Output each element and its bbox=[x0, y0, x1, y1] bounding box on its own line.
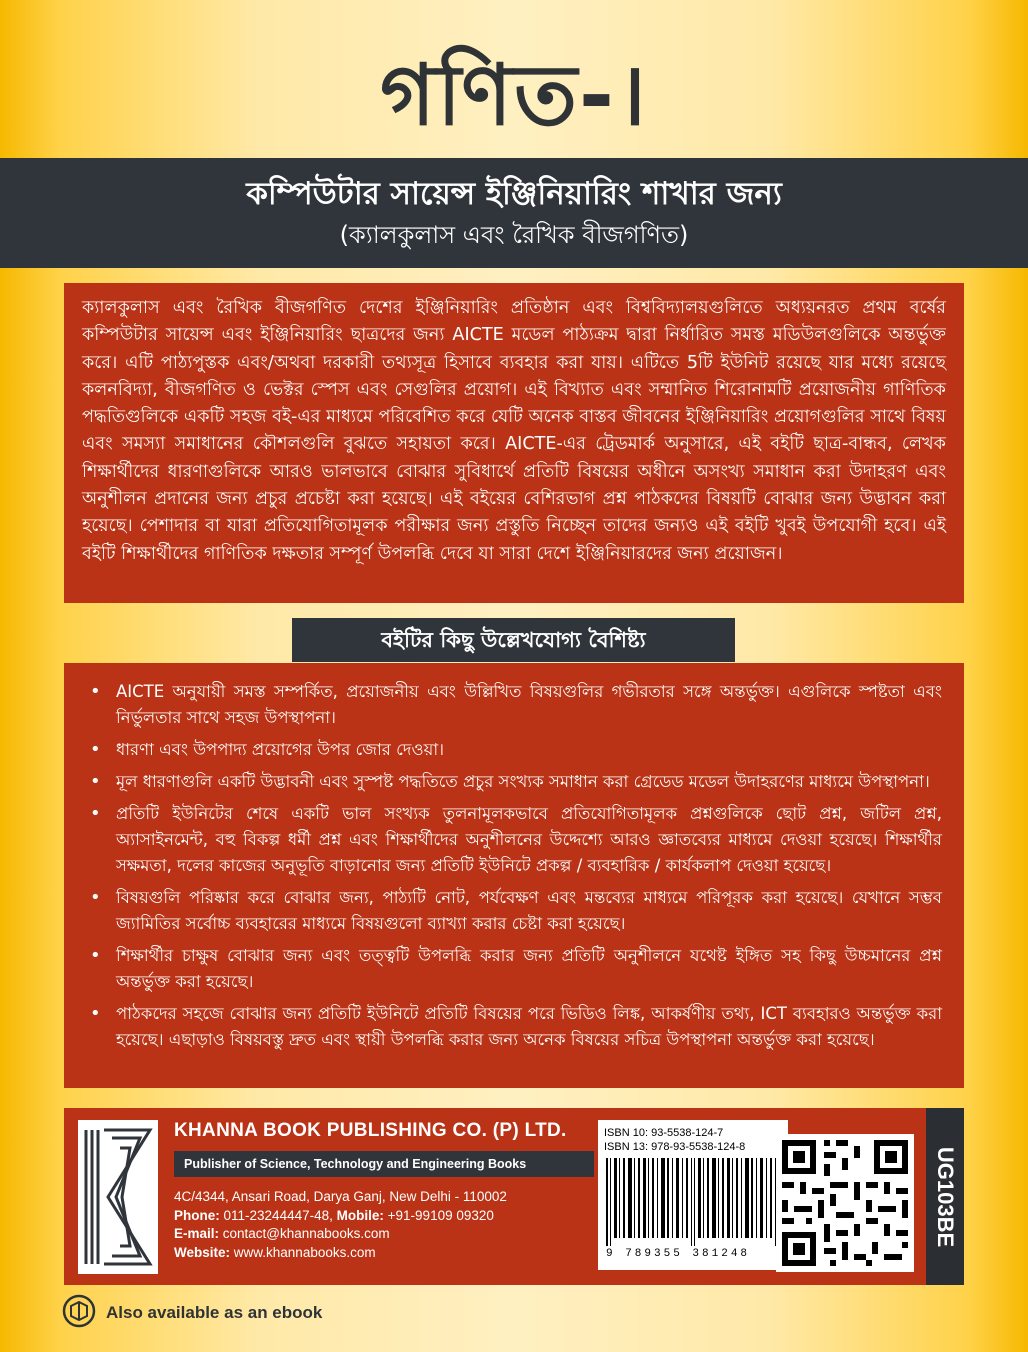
publisher-tagline: Publisher of Science, Technology and Engineering Books bbox=[174, 1151, 594, 1177]
subtitle-band bbox=[0, 158, 1028, 268]
features-heading: বইটির কিছু উল্লেখযোগ্য বৈশিষ্ট্য bbox=[292, 618, 735, 662]
bullet-icon: • bbox=[90, 887, 101, 908]
feature-text: শিক্ষার্থীর চাক্ষুষ বোঝার জন্য এবং তত্ত্বটি উপলব্ধি করার জন্য প্রতিটি অনুশীলনে যথেষ্ট ইঙ্গিত সহ কিছু উচ্চমানের প্রশ্ন অন্তর্ভুক্ত করা হয়েছে। bbox=[116, 946, 942, 991]
phone-number: 011-23244447-48, bbox=[223, 1207, 333, 1223]
ebook-text: Also available as an ebook bbox=[106, 1303, 323, 1322]
feature-text: বিষয়গুলি পরিষ্কার করে বোঝার জন্য, পাঠ্যটি নোট, পর্যবেক্ষণ এবং মন্তব্যের মাধ্যমে পরিপূরক করা হয়েছে। যেখানে সম্ভব জ্যামিতির সর্বোচ্চ ব্যবহারের মাধ্যমে বিষয়গুলো ব্যাখ্যা করার চেষ্টা করা হয়েছে। bbox=[116, 888, 942, 933]
book-code: UG103BE bbox=[933, 1146, 958, 1247]
website-url: www.khannabooks.com bbox=[233, 1244, 376, 1260]
bullet-icon: • bbox=[90, 771, 101, 792]
feature-item bbox=[82, 885, 942, 937]
publisher-panel bbox=[64, 1108, 964, 1285]
subtitle-line2: (ক্যালকুলাস এবং রৈখিক বীজগণিত) bbox=[339, 221, 689, 249]
mobile-label: Mobile: bbox=[336, 1207, 384, 1223]
qr-code-icon bbox=[776, 1134, 914, 1272]
feature-text: পাঠকদের সহজে বোঝার জন্য প্রতিটি ইউনিটে প্রতিটি বিষয়ের পরে ভিডিও লিঙ্ক, আকর্ষণীয় তথ্য, ICT ব্যবহারও অন্তর্ভুক্ত করা হয়েছে। এছাড়াও বিষয়বস্তু দ্রুত এবং স্থায়ী উপলব্ধি করার জন্য অনেক বিষয়ের সচিত্র উপস্থাপনা অন্তর্ভুক্ত করা হয়েছে। bbox=[116, 1004, 942, 1049]
email-row bbox=[174, 1225, 507, 1244]
ebook-icon bbox=[62, 1294, 96, 1332]
bullet-icon: • bbox=[90, 681, 101, 702]
book-code-tab bbox=[926, 1108, 964, 1285]
intro-text: ক্যালকুলাস এবং রৈখিক বীজগণিত দেশের ইঞ্জিনিয়ারিং প্রতিষ্ঠান এবং বিশ্ববিদ্যালয়গুলিতে অধ্যয়নরত প্রথম বর্ষের কম্পিউটার সায়েন্স এবং ইঞ্জিনিয়ারিং ছাত্রদের জন্য AICTE মডেল পাঠ্যক্রম দ্বারা নির্ধারিত সমস্ত মডিউলগুলিকে অন্তর্ভুক্ত করে। এটি পাঠ্যপুস্তক এবং/অথবা দরকারী তথ্যসূত্র হিসাবে ব্যবহার করা যায়। এটিতে 5টি ইউনিট রয়েছে যার মধ্যে রয়েছে কলনবিদ্যা, বীজগণিত ও ভেক্টর স্পেস এবং সেগুলির প্রয়োগ। এই বিখ্যাত এবং সম্মানিত শিরোনামটি প্রয়োজনীয় গাণিতিক পদ্ধতিগুলিকে একটি সহজ বই-এর মাধ্যমে পরিবেশিত করে যেটি অনেক বাস্তব জীবনের ইঞ্জিনিয়ারিং প্রয়োগগুলির সাথে বিষয় এবং সমস্যা সমাধানের কৌশলগুলি বুঝতে সহায়তা করে। AICTE-এর ট্রেডমার্ক অনুসারে, এই বইটি ছাত্র-বান্ধব, লেখক শিক্ষার্থীদের ধারণাগুলিকে আরও ভালভাবে বোঝার সুবিধার্থে প্রতিটি বিষয়ের অধীনে অসংখ্য সমাধান করা উদাহরণ এবং অনুশীলন প্রদানের জন্য প্রচুর প্রচেষ্টা করা হয়েছে। এই বইয়ের বেশিরভাগ প্রশ্ন পাঠকদের বিষয়টি বোঝার জন্য উদ্ভাবন করা হয়েছে। পেশাদার বা যারা প্রতিযোগিতামূলক পরীক্ষার জন্য প্রস্তুতি নিচ্ছেন তাদের জন্যও এই বইটি খুবই উপযোগী হবে। এই বইটি শিক্ষার্থীদের গাণিতিক দক্ষতার সম্পূর্ণ উপলব্ধি দেবে যা সারা দেশে ইঞ্জিনিয়ারদের জন্য প্রয়োজন। bbox=[82, 298, 946, 564]
barcode-number: 9 789355 381248 bbox=[606, 1248, 751, 1260]
isbn10: ISBN 10: 93-5538-124-7 bbox=[604, 1127, 724, 1139]
phone-label: Phone: bbox=[174, 1207, 220, 1223]
khanna-k-logo-icon bbox=[78, 1120, 158, 1274]
website-label: Website: bbox=[174, 1244, 231, 1260]
bullet-icon: • bbox=[90, 945, 101, 966]
isbn13: ISBN 13: 978-93-5538-124-8 bbox=[604, 1141, 746, 1153]
phone-row bbox=[174, 1207, 507, 1226]
subtitle-line1: কম্পিউটার সায়েন্স ইঞ্জিনিয়ারিং শাখার জন্য bbox=[246, 176, 782, 212]
email-address: contact@khannabooks.com bbox=[222, 1226, 390, 1241]
intro-panel bbox=[64, 283, 964, 603]
publisher-contact bbox=[174, 1188, 507, 1262]
isbn-text bbox=[598, 1120, 788, 1154]
feature-text: ধারণা এবং উপপাদ্য প্রয়োগের উপর জোর দেওয়া। bbox=[116, 740, 444, 759]
feature-text: প্রতিটি ইউনিটের শেষে একটি ভাল সংখ্যক তুলনামূলকভাবে প্রতিযোগিতামূলক প্রশ্নগুলিকে ছোট প্রশ্ন, জটিল প্রশ্ন, অ্যাসাইনমেন্ট, বহু বিকল্প ধর্মী প্রশ্ন এবং শিক্ষার্থীদের অনুশীলনের উদ্দেশ্যে আরও জ্ঞাতব্যের মাধ্যমে দেওয়া হয়েছে। শিক্ষার্থীর সক্ষমতা, দলের কাজের অনুভূতি বাড়ানোর জন্য প্রতিটি ইউনিটে প্রকল্প / ব্যবহারিক / কার্যকলাপ দেওয়া হয়েছে। bbox=[116, 804, 942, 875]
mobile-number: +91-99109 09320 bbox=[387, 1207, 494, 1223]
publisher-address: 4C/4344, Ansari Road, Darya Ganj, New Delhi - 110002 bbox=[174, 1189, 507, 1204]
email-label: E-mail: bbox=[174, 1226, 220, 1241]
bullet-icon: • bbox=[90, 803, 101, 824]
bullet-icon: • bbox=[90, 1003, 101, 1024]
publisher-name: KHANNA BOOK PUBLISHING CO. (P) LTD. bbox=[174, 1120, 567, 1141]
ebook-note bbox=[62, 1296, 322, 1330]
feature-text: মূল ধারণাগুলি একটি উদ্ভাবনী এবং সুস্পষ্ট পদ্ধতিতে প্রচুর সংখ্যক সমাধান করা গ্রেডেড মডেল উদাহরণের মাধ্যমে উপস্থাপনা। bbox=[116, 772, 930, 791]
feature-item bbox=[82, 943, 942, 995]
isbn-block bbox=[598, 1120, 788, 1270]
feature-item bbox=[82, 679, 942, 731]
website-row bbox=[174, 1244, 507, 1263]
feature-item bbox=[82, 1001, 942, 1053]
feature-item bbox=[82, 801, 942, 879]
feature-text: AICTE অনুযায়ী সমস্ত সম্পর্কিত, প্রয়োজনীয় এবং উল্লিখিত বিষয়গুলির গভীরতার সঙ্গে অন্তর্ভুক্ত। এগুলিকে স্পষ্টতা এবং নির্ভুলতার সাথে সহজ উপস্থাপনা। bbox=[116, 682, 942, 727]
features-panel bbox=[64, 663, 964, 1088]
barcode-icon bbox=[606, 1158, 780, 1246]
feature-item bbox=[82, 769, 942, 795]
feature-item bbox=[82, 737, 942, 763]
book-title: গণিত-। bbox=[380, 46, 648, 144]
features-list bbox=[82, 679, 942, 1053]
bullet-icon: • bbox=[90, 739, 101, 760]
